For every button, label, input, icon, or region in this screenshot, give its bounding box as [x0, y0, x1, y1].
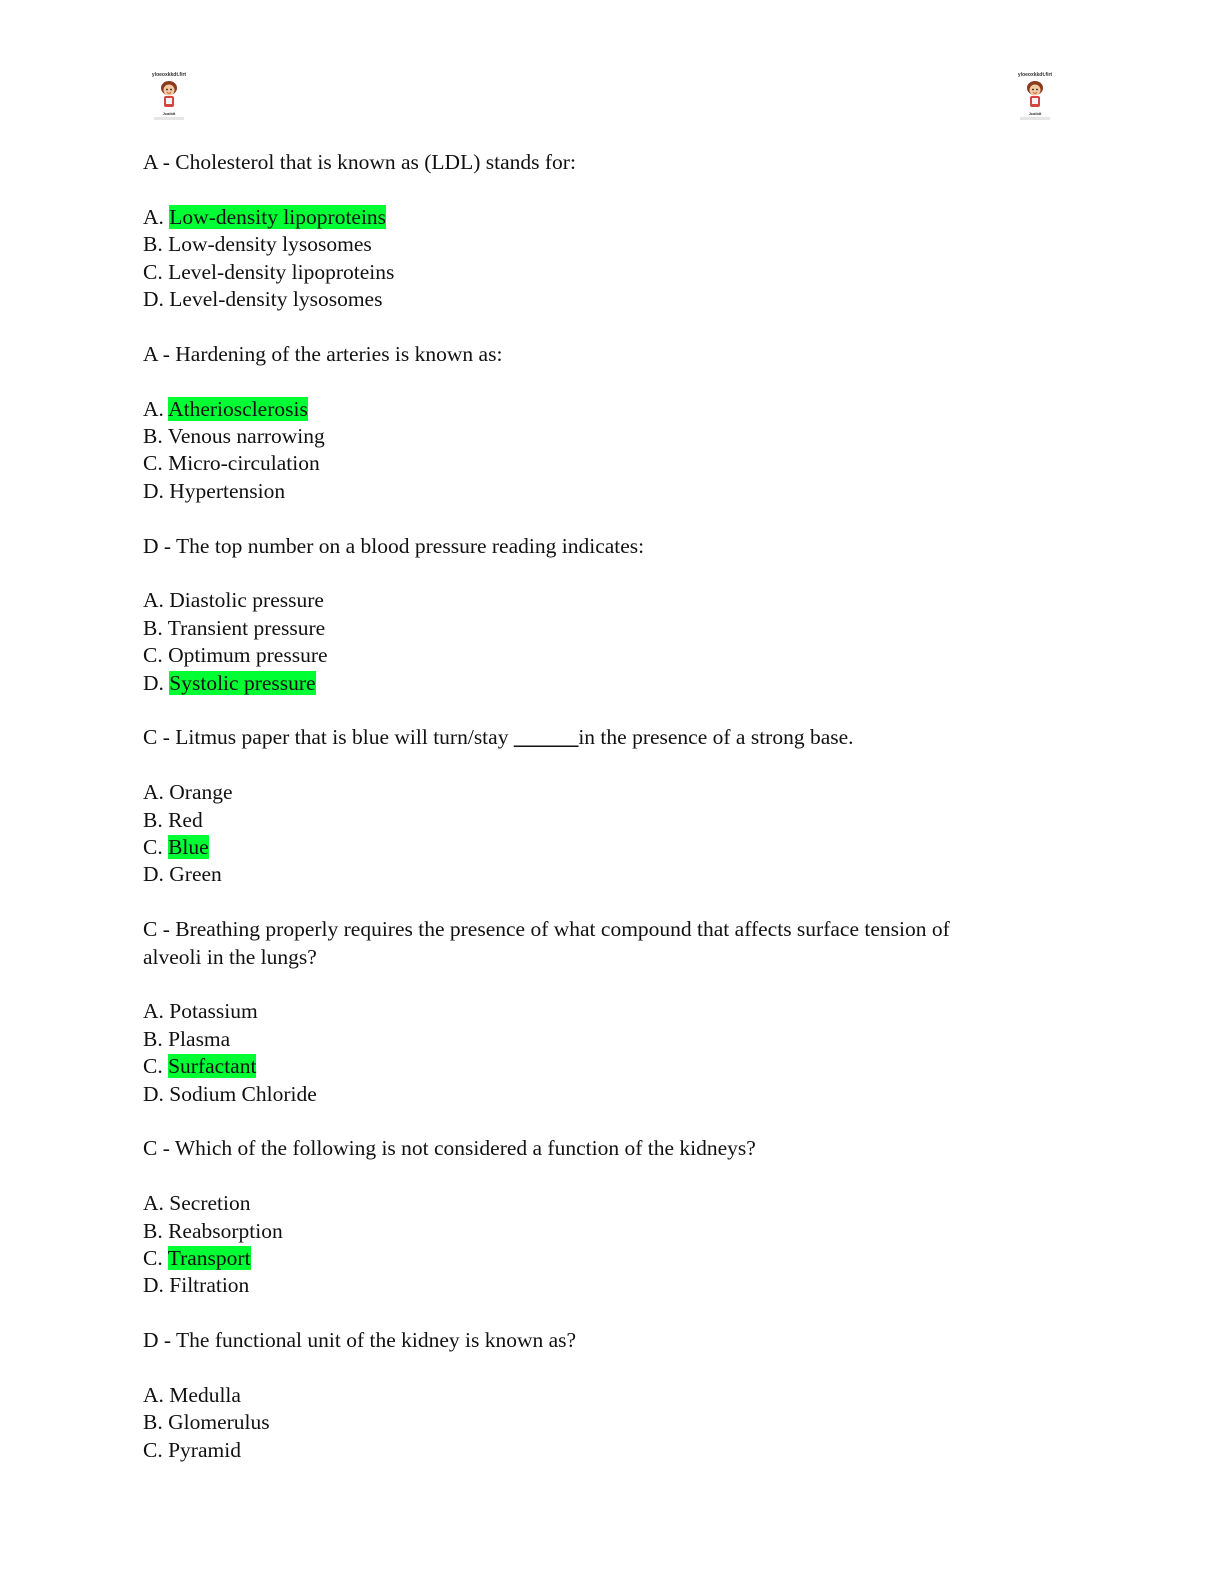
question-prompt: D - The functional unit of the kidney is known as? — [143, 1328, 577, 1353]
option-text: Filtration — [169, 1273, 250, 1298]
option-letter: A. — [143, 1191, 164, 1216]
option-text: Glomerulus — [168, 1410, 270, 1435]
option-letter: B. — [143, 807, 163, 832]
option-letter: A. — [143, 396, 164, 421]
logo-top-text: yloeoxkkdt.firt — [151, 72, 187, 78]
cartoon-figure-icon — [157, 79, 181, 111]
question-options — [143, 204, 1043, 314]
option-a — [143, 396, 1043, 423]
option-text: Plasma — [168, 1026, 231, 1051]
question-prompt — [143, 724, 1043, 751]
option-text: Green — [169, 862, 222, 887]
option-letter: D. — [143, 287, 164, 312]
option-b — [143, 1026, 1043, 1053]
option-b — [143, 615, 1043, 642]
option-a — [143, 204, 1043, 231]
logo-bottom-text: Jcalidt — [1028, 111, 1042, 116]
option-b — [143, 1218, 1043, 1245]
option-text: Diastolic pressure — [169, 588, 324, 613]
correct-answer-highlight: Atheriosclerosis — [168, 396, 308, 421]
logo-tagline-bar — [1020, 117, 1050, 120]
prompt-text: in the presence of a strong base. — [578, 725, 854, 750]
option-text: Level-density lysosomes — [169, 287, 383, 312]
correct-answer-highlight: Systolic pressure — [169, 670, 316, 695]
question-options — [143, 779, 1043, 889]
logo-bottom-text: Jcalidt — [162, 111, 176, 116]
option-letter: D. — [143, 1273, 164, 1298]
option-d — [143, 1272, 1043, 1299]
option-text: Orange — [169, 780, 233, 805]
quiz-content — [143, 149, 1043, 1492]
option-text: Potassium — [169, 999, 258, 1024]
option-letter: C. — [143, 259, 163, 284]
option-c — [143, 1245, 1043, 1272]
option-c — [143, 834, 1043, 861]
option-a — [143, 587, 1043, 614]
option-text: Micro-circulation — [168, 451, 320, 476]
option-text: Transient pressure — [167, 615, 326, 640]
option-d — [143, 286, 1043, 313]
question-options — [143, 396, 1043, 506]
option-letter: C. — [143, 643, 163, 668]
option-c — [143, 1437, 1043, 1464]
question-prompt: A - Hardening of the arteries is known as: — [143, 341, 503, 366]
option-letter: D. — [143, 670, 164, 695]
option-d — [143, 478, 1043, 505]
option-letter: C. — [143, 1246, 163, 1271]
option-letter: B. — [143, 1026, 163, 1051]
option-c — [143, 642, 1043, 669]
prompt-line: C - Breathing properly requires the presence of what compound that affects surface tension of — [143, 917, 950, 942]
option-text: Secretion — [169, 1191, 251, 1216]
option-text: Sodium Chloride — [169, 1081, 317, 1106]
question-options — [143, 1382, 1043, 1464]
option-letter: A. — [143, 780, 164, 805]
option-c — [143, 259, 1043, 286]
cartoon-figure-icon — [1023, 79, 1047, 111]
option-letter: D. — [143, 1081, 164, 1106]
option-text: Reabsorption — [168, 1218, 283, 1243]
question-prompt — [143, 916, 1043, 971]
option-d — [143, 861, 1043, 888]
correct-answer-highlight: Surfactant — [168, 1054, 257, 1079]
option-text: Hypertension — [169, 478, 286, 503]
header-logo-right — [1004, 72, 1066, 130]
option-letter: C. — [143, 1054, 163, 1079]
option-b — [143, 807, 1043, 834]
option-letter: A. — [143, 1383, 164, 1408]
option-letter: B. — [143, 1218, 163, 1243]
option-letter: D. — [143, 478, 164, 503]
option-a — [143, 998, 1043, 1025]
prompt-line: alveoli in the lungs? — [143, 944, 317, 969]
option-a — [143, 1382, 1043, 1409]
option-letter: C. — [143, 451, 163, 476]
option-text: Level-density lipoproteins — [168, 259, 395, 284]
option-text: Venous narrowing — [167, 424, 325, 449]
option-letter: B. — [143, 424, 163, 449]
option-letter: B. — [143, 232, 163, 257]
header-logo-left — [138, 72, 200, 130]
question-options — [143, 998, 1043, 1108]
fill-in-blank: ______ — [513, 725, 579, 750]
option-letter: B. — [143, 1410, 163, 1435]
option-b — [143, 423, 1043, 450]
option-a — [143, 779, 1043, 806]
option-letter: B. — [143, 615, 163, 640]
question-options — [143, 587, 1043, 697]
option-text: Red — [168, 807, 203, 832]
logo-top-text: yloeoxkkdt.firt — [1017, 72, 1053, 78]
option-b — [143, 1409, 1043, 1436]
option-letter: C. — [143, 835, 163, 860]
option-letter: A. — [143, 588, 164, 613]
correct-answer-highlight: Transport — [167, 1246, 251, 1271]
correct-answer-highlight: Low-density lipoproteins — [169, 204, 387, 229]
option-letter: C. — [143, 1437, 163, 1462]
question-prompt: C - Which of the following is not considered a function of the kidneys? — [143, 1136, 756, 1161]
option-letter: A. — [143, 204, 164, 229]
correct-answer-highlight: Blue — [168, 835, 209, 860]
option-text: Pyramid — [168, 1437, 241, 1462]
question-prompt: D - The top number on a blood pressure reading indicates: — [143, 533, 645, 558]
option-letter: D. — [143, 862, 164, 887]
option-c — [143, 450, 1043, 477]
option-text: Low-density lysosomes — [168, 232, 372, 257]
logo-tagline-bar — [154, 117, 184, 120]
prompt-text: C - Litmus paper that is blue will turn/stay — [143, 725, 514, 750]
option-b — [143, 231, 1043, 258]
option-text: Medulla — [169, 1383, 241, 1408]
question-prompt: A - Cholesterol that is known as (LDL) stands for: — [143, 150, 576, 174]
option-d — [143, 1081, 1043, 1108]
question-options — [143, 1190, 1043, 1300]
option-d — [143, 670, 1043, 697]
option-c — [143, 1053, 1043, 1080]
option-a — [143, 1190, 1043, 1217]
option-text: Optimum pressure — [168, 643, 328, 668]
option-letter: A. — [143, 999, 164, 1024]
